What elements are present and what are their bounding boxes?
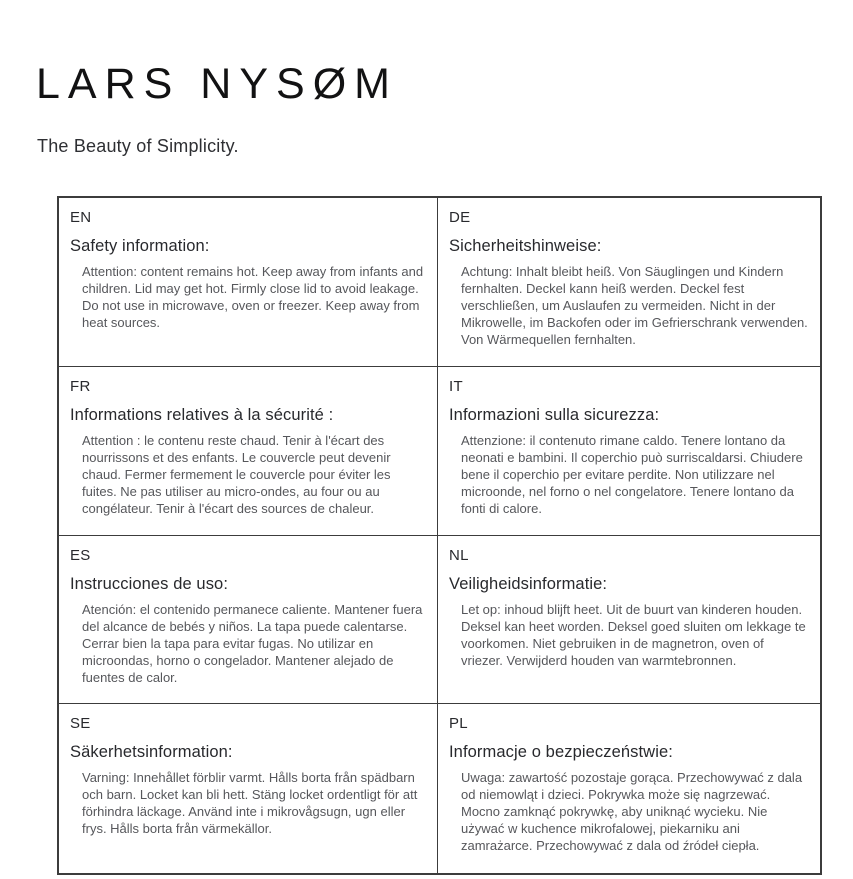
cell-body: Atención: el contenido permanece caliente. Mantener fuera del alcance de bebés y niños. La tapa puede calentarse. Cerrar bien la tapa para evitar fugas. No utilizar en microondas, horno o congelador. Mantener alejado de fuentes de calor. bbox=[82, 601, 423, 685]
lang-cell-de bbox=[438, 198, 820, 367]
lang-cell-fr bbox=[59, 367, 438, 536]
cell-body: Attention : le contenu reste chaud. Tenir à l'écart des nourrissons et des enfants. Le couvercle peut devenir chaud. Fermer fermement le couvercle pour éviter les fuites. Ne pas utiliser au micro-ondes, au four ou au congélateur. Tenir à l'écart des sources de chaleur. bbox=[82, 432, 391, 516]
cell-heading: Veiligheidsinformatie: bbox=[449, 574, 608, 593]
cell-heading: Informations relatives à la sécurité : bbox=[70, 405, 334, 424]
lang-code: DE bbox=[449, 209, 471, 226]
lang-cell-nl bbox=[438, 536, 820, 705]
lang-code: PL bbox=[449, 715, 468, 733]
cell-body: Let op: inhoud blijft heet. Uit de buurt van kinderen houden. Deksel kan heet worden. Deksel goed sluiten om lekkage te voorkomen. Niet gebruiken in de magnetron, oven of vriezer. Verwijderd houden van warmtebronnen. bbox=[461, 601, 806, 668]
lang-cell-it bbox=[438, 367, 820, 536]
lang-code: SE bbox=[70, 715, 91, 733]
brand-tagline: The Beauty of Simplicity. bbox=[37, 136, 239, 156]
cell-heading: Informazioni sulla sicurezza: bbox=[449, 405, 660, 424]
cell-heading: Safety information: bbox=[70, 237, 210, 255]
lang-code: ES bbox=[70, 546, 91, 564]
lang-code: EN bbox=[70, 209, 92, 226]
safety-table bbox=[57, 196, 822, 875]
cell-heading: Informacje o bezpieczeństwie: bbox=[449, 743, 673, 762]
lang-cell-es bbox=[59, 536, 438, 705]
lang-code: FR bbox=[70, 377, 91, 395]
lang-cell-pl bbox=[438, 704, 820, 873]
cell-heading: Säkerhetsinformation: bbox=[70, 743, 233, 762]
lang-code: IT bbox=[449, 377, 463, 395]
cell-body: Uwaga: zawartość pozostaje gorąca. Przechowywać z dala od niemowląt i dzieci. Pokrywka może się nagrzewać. Mocno zamknąć pokrywkę, aby uniknąć wycieku. Nie używać w kuchence mikrofalowej, piekarniku ani zamrażarce. Przechowywać z dala od źródeł ciepła. bbox=[461, 770, 803, 854]
cell-heading: Instrucciones de uso: bbox=[70, 574, 229, 593]
cell-body: Attention: content remains hot. Keep away from infants and children. Lid may get hot. Firmly close lid to avoid leakage. Do not use in microwave, oven or freezer. Keep away from heat sources. bbox=[82, 264, 424, 330]
lang-cell-se bbox=[59, 704, 438, 873]
lang-code: NL bbox=[449, 546, 469, 564]
cell-body: Attenzione: il contenuto rimane caldo. Tenere lontano da neonati e bambini. Il coperchio può surriscaldarsi. Chiudere bene il coperchio per evitare perdite. Non utilizzare nel microonde, nel forno o nel congelatore. Tenere lontano da fonti di calore. bbox=[461, 432, 803, 516]
cell-body: Achtung: Inhalt bleibt heiß. Von Säuglingen und Kindern fernhalten. Deckel kann heiß werden. Deckel fest verschließen, um Auslaufen zu vermeiden. Nicht in der Mikrowelle, im Backofen oder im Gefrierschrank verwenden. Von Wärmequellen fernhalten. bbox=[461, 264, 808, 347]
cell-heading: Sicherheitshinweise: bbox=[449, 237, 602, 255]
brand-logo: LARS NYSØM bbox=[36, 60, 398, 108]
lang-cell-en bbox=[59, 198, 438, 367]
cell-body: Varning: Innehållet förblir varmt. Hålls borta från spädbarn och barn. Locket kan bli hett. Stäng locket ordentligt för att förhindra läckage. Använd inte i mikrovågsugn, ugn eller frys. Hålls borta från värmekällor. bbox=[82, 770, 418, 837]
